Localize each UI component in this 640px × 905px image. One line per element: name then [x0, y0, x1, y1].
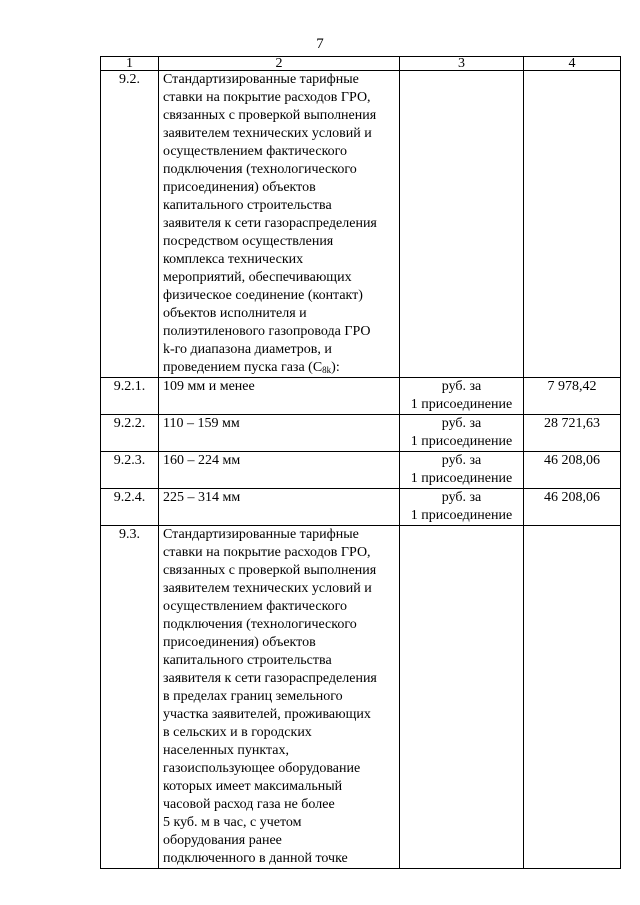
table-row-9-3 [101, 526, 621, 869]
row-number: 9.2. [101, 71, 159, 378]
unit-line-1: руб. за [441, 490, 482, 505]
row-number: 9.3. [101, 526, 159, 869]
column-header-2: 2 [159, 57, 400, 71]
description-line: которых имеет максимальный [163, 779, 343, 794]
table-row-9-2 [101, 71, 621, 378]
unit-line-2: 1 присоединение [410, 471, 513, 486]
row-unit [400, 415, 524, 452]
row-unit [400, 489, 524, 526]
row-description [159, 526, 400, 869]
table-row-9-2-1 [101, 378, 621, 415]
description-line: связанных с проверкой выполнения [163, 563, 377, 578]
description-line: газоиспользующее оборудование [163, 761, 361, 776]
last-line-prefix: проведением пуска газа (С [163, 360, 323, 375]
row-value [524, 526, 621, 869]
description-line: оборудования ранее [163, 833, 282, 848]
unit-line-1: руб. за [441, 379, 482, 394]
unit-line-1: руб. за [441, 453, 482, 468]
description-line: участка заявителей, проживающих [163, 707, 371, 722]
description-line: капитального строительства [163, 198, 332, 213]
row-description [159, 71, 400, 378]
description-line: заявителя к сети газораспределения [163, 671, 377, 686]
description-line: осуществлением фактического [163, 599, 348, 614]
row-number: 9.2.3. [101, 452, 159, 489]
row-description: 109 мм и менее [159, 378, 400, 415]
description-line: в пределах границ земельного [163, 689, 343, 704]
row-unit [400, 378, 524, 415]
description-line: заявителя к сети газораспределения [163, 216, 377, 231]
description-line: ставки на покрытие расходов ГРО, [163, 545, 371, 560]
unit-line-2: 1 присоединение [410, 434, 513, 449]
description-line: мероприятий, обеспечивающих [163, 270, 352, 285]
description-line: подключения (технологического [163, 162, 357, 177]
row-unit [400, 452, 524, 489]
description-line: заявителем технических условий и [163, 126, 372, 141]
description-line: часовой расход газа не более [163, 797, 335, 812]
description-line: посредством осуществления [163, 234, 334, 249]
unit-line-2: 1 присоединение [410, 508, 513, 523]
column-header-4: 4 [524, 57, 621, 71]
row-value: 46 208,06 [524, 452, 621, 489]
row-description: 225 – 314 мм [159, 489, 400, 526]
row-value: 46 208,06 [524, 489, 621, 526]
description-line: полиэтиленового газопровода ГРО [163, 324, 371, 339]
description-line: подключения (технологического [163, 617, 357, 632]
last-line-suffix: ): [331, 360, 340, 375]
row-description: 160 – 224 мм [159, 452, 400, 489]
formula-subscript: 8k [322, 365, 332, 375]
column-header-3: 3 [400, 57, 524, 71]
row-description: 110 – 159 мм [159, 415, 400, 452]
table-row-9-2-4 [101, 489, 621, 526]
unit-line-1: руб. за [441, 416, 482, 431]
row-unit [400, 71, 524, 378]
description-line: Стандартизированные тарифные [163, 72, 359, 87]
description-line: присоединения) объектов [163, 180, 316, 195]
description-line: комплекса технических [163, 252, 304, 267]
description-line: Стандартизированные тарифные [163, 527, 359, 542]
description-line: капитального строительства [163, 653, 332, 668]
description-line: 5 куб. м в час, с учетом [163, 815, 302, 830]
description-line: k-го диапазона диаметров, и [163, 342, 332, 357]
description-line: связанных с проверкой выполнения [163, 108, 377, 123]
column-header-1: 1 [101, 57, 159, 71]
table-row-9-2-3 [101, 452, 621, 489]
row-number: 9.2.4. [101, 489, 159, 526]
page-number: 7 [316, 36, 324, 52]
description-line: объектов исполнителя и [163, 306, 307, 321]
description-line: физическое соединение (контакт) [163, 288, 363, 303]
description-line: ставки на покрытие расходов ГРО, [163, 90, 371, 105]
unit-line-2: 1 присоединение [410, 397, 513, 412]
tariff-table [100, 56, 621, 869]
row-value: 28 721,63 [524, 415, 621, 452]
row-value: 7 978,42 [524, 378, 621, 415]
row-unit [400, 526, 524, 869]
description-line: осуществлением фактического [163, 144, 348, 159]
row-number: 9.2.2. [101, 415, 159, 452]
description-line: в сельских и в городских [163, 725, 312, 740]
row-number: 9.2.1. [101, 378, 159, 415]
description-line: заявителем технических условий и [163, 581, 372, 596]
row-value [524, 71, 621, 378]
description-line: присоединения) объектов [163, 635, 316, 650]
header-row [101, 57, 621, 71]
description-line: населенных пунктах, [163, 743, 289, 758]
description-line-last [163, 359, 395, 377]
table-row-9-2-2 [101, 415, 621, 452]
description-line: подключенного в данной точке [163, 851, 348, 866]
